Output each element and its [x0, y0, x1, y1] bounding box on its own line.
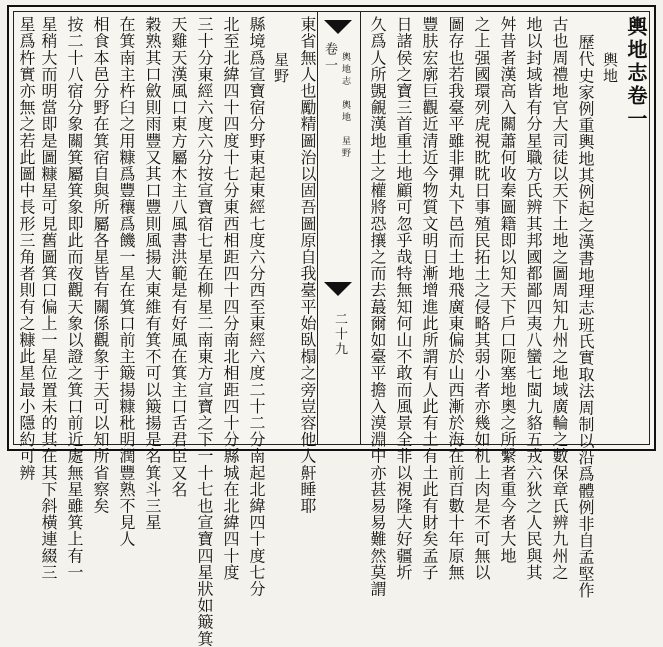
text-column: 按二十八宿分象關箕屬箕象即此而夜觀天象以證之箕口前近處無星雖箕上有一: [65, 16, 84, 581]
center-fold: [317, 12, 361, 444]
text-column: 三十分東經六度六分按宣寶宿七星在柳星二南東方宣寶之下一十七也宣寶四星狀如簸箕: [195, 16, 214, 647]
text-column: 縣境爲宣寶宿分野東起東經七度六分西至東經六度二十二分南起北緯四十度七分: [247, 16, 266, 597]
text-column: 歷代史家例重輿地其例起之漢書地理志班氏實取法周制以沿爲體例非自孟堅作: [576, 34, 595, 599]
section-heading: 輿地: [601, 52, 619, 84]
text-column: 天雞天漢風口東方屬木主八風書洪範是有好風在箕主口舌君臣又名: [169, 16, 188, 498]
fold-volume: [322, 42, 336, 74]
text-column: 在箕南主杵臼之用糠爲豐穰爲饑一星在箕口前主簸揚糠秕明潤豐熟不見人: [117, 16, 136, 548]
text-column: 星稍大而明當即是圖糠星可見舊圖箕口偏上一星位置未的其在其下斜橫連綴三: [39, 16, 58, 581]
chapter-title: 輿地志卷一: [624, 16, 648, 131]
fold-volume-label: 卷一: [322, 42, 337, 74]
text-column: 豐肤宏廓巨觀近清近今物質文明日漸增進此所謂有人此有土有土此有財矣孟子: [420, 16, 439, 581]
text-column: 東省無人也勵精圖治以固吾圖原自我臺平始臥榻之旁豈容他人鼾睡耶: [298, 16, 317, 514]
text-column: 北至北緯四十四度十七分東西相距四十四分南北相距四十分縣城在北緯四十度: [221, 16, 240, 581]
text-column: 地以封域皆有分星職方氏辨其邦國都鄙四夷八蠻七閩九貉五戎六狄之人民與其: [524, 16, 543, 581]
text-column: 舛昔者漢高入關蕭何收秦圖籍即以知天下戶口阨塞地奧之所繫者重今者大地: [498, 16, 517, 564]
text-column: 之上强國環列虎視眈眈日事殖民拓土之侵略其弱小者亦幾如机上肉是不可無以: [472, 16, 491, 581]
fold-sub-labels: 輿地志 輿地 星野: [340, 52, 350, 160]
fishtail-mark-bottom: [324, 282, 352, 296]
text-column: 古也周禮地官大司徒以天下土地之圖周知九州之地域廣輪之數保章氏辨九州之: [550, 16, 569, 581]
page-number: 二十九: [332, 312, 347, 357]
fishtail-mark-top: [324, 20, 352, 34]
page-frame: [13, 11, 650, 647]
subsection-heading: 星野: [272, 52, 290, 84]
text-column: 星爲杵實亦無之若此圖中長形三角者則有之糠此星最小隱約可辨: [17, 16, 36, 481]
text-column: 久爲人所覬覦漢地土之權將恐攘之而去蕞爾如臺平擔入漠淵中亦甚易易難然莫謂: [368, 16, 387, 597]
text-column: 穀熟其口斂則雨豐又其口豐則風揚大東維有箕不可以簸揚是名箕斗三星: [143, 16, 162, 531]
book-page: [7, 5, 656, 647]
text-column: 日諸侯之寶三首重土地顧可忽乎哉特無知何山不敢而風景全非以視隆大好疆圻: [394, 16, 413, 581]
text-column: 相食本邑分野在箕宿自與所屬各星皆有關係觀象于天可以知所省察矣: [91, 16, 110, 514]
text-column: 圖存也若我臺平雖非彈丸下邑而土地飛廣東偏於山西漸於海在前百數十年原無: [446, 16, 465, 581]
